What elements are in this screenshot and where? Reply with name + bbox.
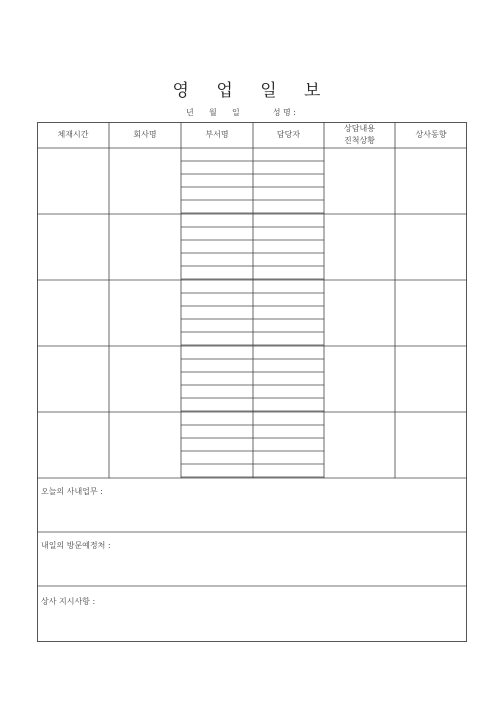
header-contact-person: 담당자 [276, 130, 301, 139]
supervisor-instructions-label: 상사 지시사항 : [41, 597, 96, 606]
tomorrows-visits-label: 내일의 방문예정처 : [41, 541, 111, 550]
date-name-line: 년 월 일 성 명 : [186, 108, 296, 117]
sales-report-table [37, 122, 467, 642]
header-department: 부서명 [205, 130, 229, 139]
header-consultation-progress: 상담내용 진척상황 [344, 124, 375, 145]
header-partner-trends: 상사동향 [415, 130, 447, 139]
header-company: 회사명 [133, 130, 157, 139]
todays-internal-work-label: 오늘의 사내업무 : [41, 487, 103, 496]
document-title: 영 업 일 보 [172, 81, 332, 101]
table-grid-lines [37, 122, 467, 642]
header-stay-time: 체재시간 [57, 130, 89, 139]
